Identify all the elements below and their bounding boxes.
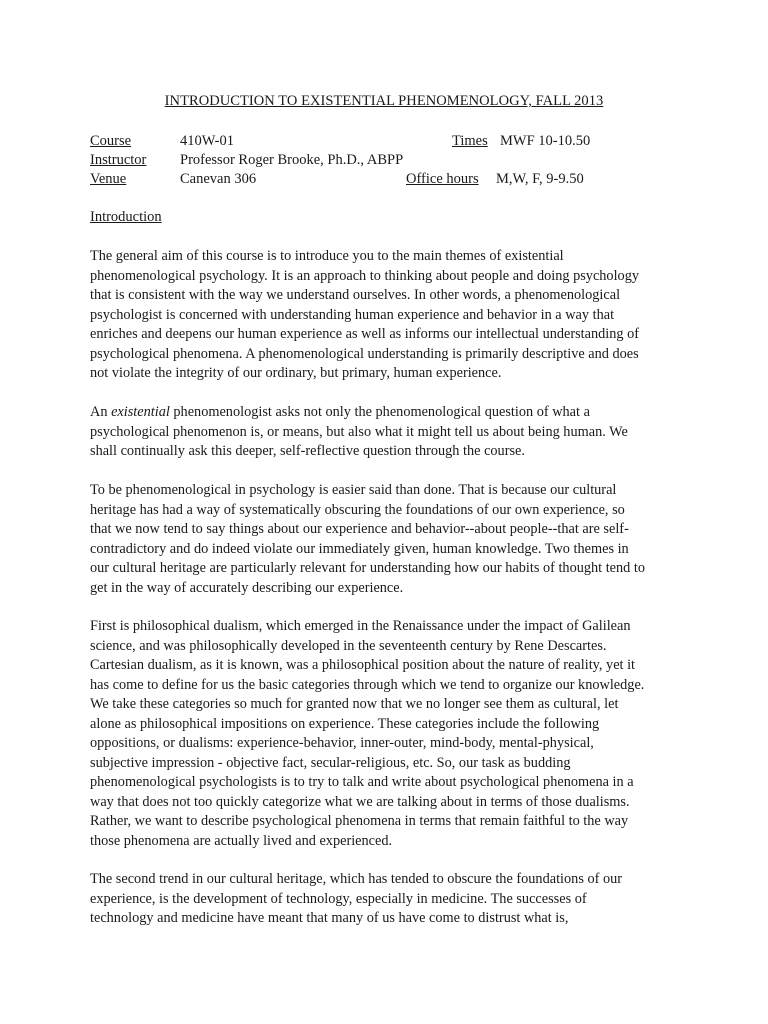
paragraph-4 xyxy=(90,617,690,851)
paragraph-line: psychologist is concerned with understanding human experience and behavior in a way that xyxy=(90,306,615,323)
paragraph-line: subjective impression - objective fact, secular-religious, etc. So, our task as budding xyxy=(90,754,571,771)
times-label: Times xyxy=(452,133,488,149)
course-value: 410W-01 xyxy=(180,133,234,149)
paragraph-2 xyxy=(90,403,690,462)
venue-label: Venue xyxy=(90,171,127,187)
paragraph-line: phenomenological psychology. It is an approach to thinking about people and doing psychology xyxy=(90,267,639,284)
paragraph-line: way that does not too quickly categorize what we are talking about in terms of those dualisms. xyxy=(90,793,630,810)
paragraph-line: psychological phenomena. A phenomenological understanding is primarily descriptive and does xyxy=(90,345,639,362)
paragraph-line: To be phenomenological in psychology is easier said than done. That is because our cultural xyxy=(90,482,617,498)
line-start: An xyxy=(90,404,112,420)
venue-value: Canevan 306 xyxy=(180,171,257,187)
paragraph-line: phenomenological psychologists is to try to talk and write about psychological phenomena in a xyxy=(90,774,634,790)
paragraph-line: oppositions, or dualisms: experience-behavior, inner-outer, mind-body, mental-physical, xyxy=(90,735,594,751)
paragraph-line: enriches and deepens our human experience as well as informs our intellectual understanding of xyxy=(90,326,640,342)
paragraph-line: those phenomena are actually lived and experienced. xyxy=(90,832,393,849)
paragraph-line: that is consistent with the way we understand ourselves. In other words, a phenomenological xyxy=(90,287,621,303)
paragraph-line: get in the way of accurately describing our experience. xyxy=(90,579,404,596)
line-end: phenomenologist asks not only the phenomenological question of what a xyxy=(169,404,590,420)
paragraph-line: heritage has had a way of systematically obscuring the foundations of our own experience, so xyxy=(90,501,625,518)
paragraph-line: not violate the integrity of our ordinary, but primary, human experience. xyxy=(90,365,502,381)
page-title: INTRODUCTION TO EXISTENTIAL PHENOMENOLOGY, FALL 2013 xyxy=(164,93,604,109)
paragraph-1 xyxy=(90,247,690,384)
office-hours-value: M,W, F, 9-9.50 xyxy=(496,171,584,187)
paragraph-line: technology and medicine have meant that many of us have come to distrust what is, xyxy=(90,910,569,926)
paragraph-line: alone as philosophical impositions on experience. These categories include the following xyxy=(90,715,600,732)
paragraph-line: Cartesian dualism, as it is known, was a philosophical position about the nature of reality, yet it xyxy=(90,657,636,673)
paragraph-line: contradictory and do indeed violate our immediately given, human knowledge. Two themes in xyxy=(90,540,629,557)
paragraph-line: has come to define for us the basic categories through which we tend to organize our knowledge. xyxy=(90,676,645,693)
section-heading: Introduction xyxy=(90,209,162,225)
course-label: Course xyxy=(90,133,132,149)
paragraph-line: Rather, we want to describe psychological phenomena in terms that remain faithful to the way xyxy=(90,813,629,829)
paragraph-line: our cultural heritage are particularly relevant for understanding how our habits of thought tend to xyxy=(90,560,646,576)
instructor-value: Professor Roger Brooke, Ph.D., ABPP xyxy=(180,152,404,168)
paragraph-line: First is philosophical dualism, which emerged in the Renaissance under the impact of Galilean xyxy=(90,618,631,634)
paragraph-line: science, and was philosophically developed in the seventeenth century by Rene Descartes. xyxy=(90,637,607,654)
times-value: MWF 10-10.50 xyxy=(500,133,591,149)
paragraph-line xyxy=(90,403,690,423)
paragraph-line: We take these categories so much for granted now that we no longer see them as cultural, let xyxy=(90,696,619,712)
paragraph-line: experience, is the development of technology, especially in medicine. The successes of xyxy=(90,890,587,907)
emphasis-existential: existential xyxy=(111,404,170,420)
instructor-label: Instructor xyxy=(90,152,147,168)
paragraph-line: The general aim of this course is to introduce you to the main themes of existential xyxy=(90,248,564,264)
office-hours-label: Office hours xyxy=(406,171,479,187)
paragraph-3 xyxy=(90,481,690,598)
paragraph-line: that we now tend to say things about our experience and behavior--about people--that are self- xyxy=(90,521,629,537)
paragraph-5 xyxy=(90,870,690,929)
paragraph-line: shall continually ask this deeper, self-reflective question through the course. xyxy=(90,443,525,459)
paragraph-line: psychological phenomenon is, or means, but also what it might tell us about being human. We xyxy=(90,423,628,440)
paragraph-line: The second trend in our cultural heritage, which has tended to obscure the foundations of our xyxy=(90,871,623,887)
